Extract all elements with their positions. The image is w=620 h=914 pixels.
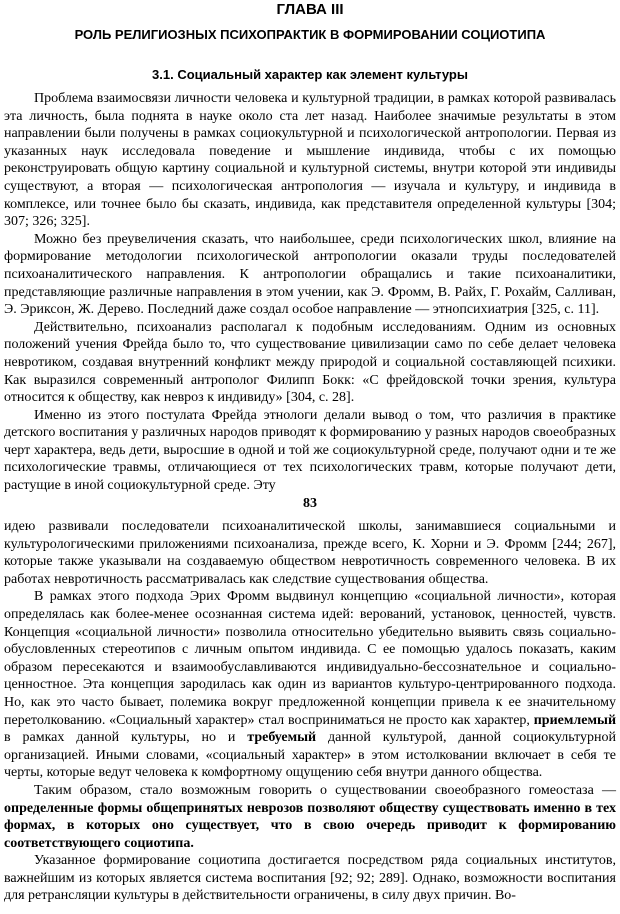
bold-statement: определенные формы общепринятых неврозов позволяют обществу существовать именно в тех формах, в которых оно существует, что в свою очередь приводит к формированию соответствующего социотипа. bbox=[4, 800, 616, 851]
paragraph-continued: идею развивали последователи психоаналитической школы, занимавшиеся социальными и культурологическими приложениями психоанализа, прежде всего, К. Хорни и Э. Фромм [244; 267], которые также указывали на создаваемую обществом невротичность современного человека. В их работах невротичность рассматривалась как следствие существования общества. bbox=[4, 519, 616, 587]
section-heading: 3.1. Социальный характер как элемент культуры bbox=[152, 67, 468, 82]
paragraph bbox=[4, 782, 616, 852]
chapter-heading: ГЛАВА III bbox=[276, 1, 344, 18]
text-run: В рамках этого подхода Эрих Фромм выдвинул концепцию «социальной личности», которая определялась как более-менее осознанная система идей: верований, установок, ценностей, чувств. Концепция «социальной личности» позволила относительно убедительно выявить связь социально-обусловленных стереотипов с личным опытом индивида. С ее помощью удалось показать, каким образом пересекаются и взаимообуславливаются индивидуально-бессознательное и социально-ценностное. Эта концепция зародилась как один из вариантов культуро-центрированного подхода. Но, как это часто бывает, полемика вокруг предложенной концепции привела к ее значительному перетолкованию. «Социальный характер» стал восприниматься не просто как характер, bbox=[4, 589, 616, 728]
text-run: данной культурой, данной социокультурной организацией. Иными словами, «социальный характер» в этом истолковании включает в себя те черты, которые ведут человека к комфортному ощущению себя внутри данного общества. bbox=[4, 730, 616, 781]
paragraph: Можно без преувеличения сказать, что наибольшее, среди психологических школ, влияние на формирование методологии психологической антропологии оказали труды последователей психоаналитического направления. К антропологии обращались и такие психоаналитики, представляющие различные направления в этом учении, как Э. Фромм, В. Райх, Г. Рохайм, Салливан, Э. Эриксон, Ж. Дерево. Последний даже создал особое направление — этнопсихиатрия [325, с. 11]. bbox=[4, 231, 616, 318]
paragraph: Именно из этого постулата Фрейда этнологи делали вывод о том, что различия в практике детского воспитания у различных народов приводят к формированию у разных народов своеобразных черт характера, ведь дети, выросшие в одной и той же социокультурной среде, получают одни и те же психологические травмы, отличающиеся от тех психологических травм, которые получают дети, растущие в иной социокультурной среде. Эту bbox=[4, 407, 616, 494]
paragraph: Проблема взаимосвязи личности человека и культурной традиции, в рамках которой развивалась эта личность, была поднята в науке около ста лет назад. Наиболее значимые результаты в этом направлении были получены в рамках социокультурной и психологической антропологии. Первая из указанных наук исследовала поведение и мышление индивида, чтобы с их помощью реконструировать общую картину социальной и культурной системы, внутри которой эти индивиды существуют, а вторая — психологическая антропология — изучала и культуру, и индивида в комплексе, или точнее было бы сказать, индивида, как представителя определенной культуры [304; 307; 326; 325]. bbox=[4, 91, 616, 230]
text-block-top bbox=[4, 90, 616, 495]
paragraph bbox=[4, 588, 616, 782]
text-run: Таким образом, стало возможным говорить о существовании своеобразного гомеостаза — bbox=[34, 782, 616, 798]
paragraph: Указанное формирование социотипа достигается посредством ряда социальных институтов, важнейшим из которых является система воспитания [92; 92; 289]. Однако, возможности воспитания для ретрансляции культуры в действительности ограничены, в силу двух причин. Во- bbox=[4, 853, 616, 904]
bold-term: приемлемый bbox=[533, 712, 617, 728]
bold-term: требуемый bbox=[247, 730, 317, 746]
page-number: 83 bbox=[303, 496, 317, 511]
text-block-bottom bbox=[4, 518, 616, 905]
text-run: в рамках данной культуры, но и bbox=[4, 730, 236, 746]
paragraph: Действительно, психоанализ располагал к подобным исследованиям. Одним из основных положений учения Фрейда было то, что существование цивилизации само по себе делает человека невротиком, создавая внутренний конфликт между природой и социальной составляющей психики. Как выразился современный антрополог Филипп Бокк: «С фрейдовской точки зрения, культура относится к обществу, как невроз к индивиду» [304, с. 28]. bbox=[4, 319, 616, 406]
chapter-title: РОЛЬ РЕЛИГИОЗНЫХ ПСИХОПРАКТИК В ФОРМИРОВАНИИ СОЦИОТИПА bbox=[74, 27, 546, 42]
